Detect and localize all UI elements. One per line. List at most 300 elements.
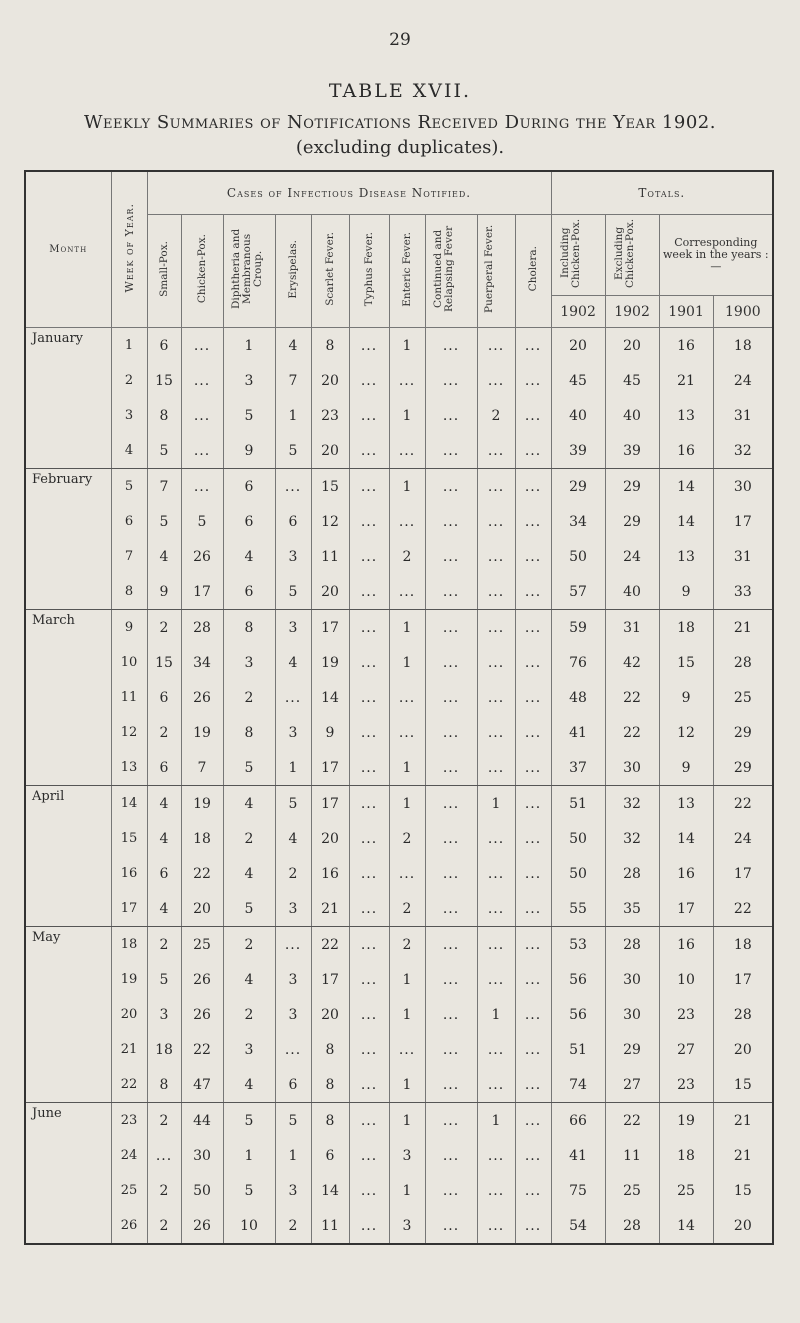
value-cell: 59	[551, 610, 605, 646]
value-cell: ...	[425, 997, 477, 1032]
value-cell: 1	[223, 1138, 275, 1173]
table-row	[25, 856, 773, 891]
value-cell: 29	[713, 715, 773, 750]
week-cell: 23	[111, 1103, 147, 1139]
value-cell: 3	[275, 891, 311, 927]
value-cell: ...	[349, 398, 389, 433]
week-cell: 2	[111, 363, 147, 398]
value-cell: 9	[659, 680, 713, 715]
value-cell: ...	[515, 1067, 551, 1103]
value-cell: 15	[659, 645, 713, 680]
value-cell: ...	[515, 1138, 551, 1173]
week-cell: 19	[111, 962, 147, 997]
value-cell: 42	[605, 645, 659, 680]
value-cell: ...	[147, 1138, 181, 1173]
value-cell: 2	[147, 927, 181, 963]
value-cell: 28	[605, 1208, 659, 1244]
value-cell: 44	[181, 1103, 223, 1139]
value-cell: 18	[181, 821, 223, 856]
table-row	[25, 504, 773, 539]
value-cell: ...	[477, 680, 515, 715]
value-cell: 29	[713, 750, 773, 786]
value-cell: ...	[349, 610, 389, 646]
value-cell: 48	[551, 680, 605, 715]
value-cell: 6	[147, 680, 181, 715]
value-cell: ...	[425, 891, 477, 927]
table-row	[25, 433, 773, 469]
value-cell: ...	[389, 856, 425, 891]
col-cholera: Cholera.	[515, 215, 551, 328]
value-cell: ...	[349, 539, 389, 574]
value-cell: ...	[515, 1032, 551, 1067]
value-cell: 2	[477, 398, 515, 433]
value-cell: ...	[515, 927, 551, 963]
table-row	[25, 680, 773, 715]
table-row	[25, 1032, 773, 1067]
value-cell: ...	[515, 469, 551, 505]
week-cell: 7	[111, 539, 147, 574]
value-cell: 18	[659, 1138, 713, 1173]
value-cell: 9	[659, 574, 713, 610]
value-cell: 4	[223, 1067, 275, 1103]
value-cell: ...	[515, 1173, 551, 1208]
value-cell: 3	[275, 539, 311, 574]
value-cell: 20	[311, 574, 349, 610]
month-cell: January	[25, 328, 111, 469]
value-cell: 4	[223, 856, 275, 891]
value-cell: 24	[713, 821, 773, 856]
value-cell: 53	[551, 927, 605, 963]
value-cell: ...	[349, 750, 389, 786]
value-cell: ...	[477, 891, 515, 927]
value-cell: 22	[181, 1032, 223, 1067]
value-cell: 21	[659, 363, 713, 398]
value-cell: 8	[311, 1067, 349, 1103]
table-row	[25, 786, 773, 822]
value-cell: 56	[551, 997, 605, 1032]
value-cell: 31	[713, 539, 773, 574]
value-cell: 4	[147, 891, 181, 927]
value-cell: 14	[311, 680, 349, 715]
col-corresponding-week: Corresponding week in the years :—	[659, 215, 773, 296]
value-cell: 45	[551, 363, 605, 398]
value-cell: ...	[515, 645, 551, 680]
value-cell: 17	[659, 891, 713, 927]
value-cell: 6	[147, 750, 181, 786]
value-cell: 3	[223, 645, 275, 680]
value-cell: 5	[147, 504, 181, 539]
value-cell: 2	[389, 927, 425, 963]
value-cell: 13	[659, 786, 713, 822]
value-cell: ...	[477, 1032, 515, 1067]
value-cell: ...	[349, 680, 389, 715]
month-cell: June	[25, 1103, 111, 1245]
value-cell: 20	[605, 328, 659, 364]
value-cell: 9	[147, 574, 181, 610]
value-cell: ...	[349, 469, 389, 505]
value-cell: ...	[477, 962, 515, 997]
value-cell: 26	[181, 1208, 223, 1244]
value-cell: 4	[147, 539, 181, 574]
value-cell: ...	[349, 328, 389, 364]
value-cell: ...	[389, 504, 425, 539]
value-cell: ...	[515, 962, 551, 997]
value-cell: ...	[515, 856, 551, 891]
value-cell: 15	[713, 1173, 773, 1208]
value-cell: 1	[389, 398, 425, 433]
value-cell: 8	[223, 715, 275, 750]
value-cell: ...	[181, 398, 223, 433]
value-cell: 22	[605, 1103, 659, 1139]
value-cell: 8	[223, 610, 275, 646]
value-cell: 6	[223, 504, 275, 539]
value-cell: 18	[147, 1032, 181, 1067]
value-cell: 5	[223, 1103, 275, 1139]
value-cell: ...	[477, 1138, 515, 1173]
value-cell: 22	[605, 715, 659, 750]
table-row	[25, 469, 773, 505]
table-subtitle: Weekly Summaries of Notifications Received During the Year 1902.	[84, 112, 716, 133]
week-header: Week of Year.	[111, 171, 147, 328]
value-cell: 15	[713, 1067, 773, 1103]
value-cell: ...	[515, 786, 551, 822]
value-cell: 28	[181, 610, 223, 646]
value-cell: 17	[311, 962, 349, 997]
value-cell: ...	[349, 962, 389, 997]
value-cell: 40	[605, 574, 659, 610]
value-cell: ...	[389, 680, 425, 715]
value-cell: ...	[425, 715, 477, 750]
col-diphtheria: Diphtheria and Membranous Croup.	[223, 215, 275, 328]
value-cell: 21	[713, 610, 773, 646]
value-cell: 35	[605, 891, 659, 927]
value-cell: 3	[275, 962, 311, 997]
week-cell: 25	[111, 1173, 147, 1208]
value-cell: ...	[425, 504, 477, 539]
value-cell: 8	[147, 1067, 181, 1103]
value-cell: 6	[223, 469, 275, 505]
value-cell: ...	[425, 962, 477, 997]
value-cell: 74	[551, 1067, 605, 1103]
value-cell: 5	[223, 891, 275, 927]
value-cell: 16	[659, 328, 713, 364]
value-cell: 22	[605, 680, 659, 715]
value-cell: ...	[425, 1067, 477, 1103]
value-cell: 9	[311, 715, 349, 750]
value-cell: 23	[311, 398, 349, 433]
value-cell: 1	[389, 328, 425, 364]
value-cell: 9	[223, 433, 275, 469]
value-cell: ...	[515, 574, 551, 610]
value-cell: 8	[311, 1032, 349, 1067]
value-cell: ...	[477, 715, 515, 750]
table-row	[25, 715, 773, 750]
value-cell: 28	[713, 645, 773, 680]
value-cell: ...	[389, 715, 425, 750]
col-erysipelas: Erysipelas.	[275, 215, 311, 328]
week-cell: 26	[111, 1208, 147, 1244]
value-cell: ...	[275, 469, 311, 505]
value-cell: 26	[181, 680, 223, 715]
value-cell: 54	[551, 1208, 605, 1244]
value-cell: 4	[223, 539, 275, 574]
value-cell: 18	[659, 610, 713, 646]
value-cell: ...	[477, 1173, 515, 1208]
value-cell: 4	[147, 821, 181, 856]
week-cell: 18	[111, 927, 147, 963]
value-cell: ...	[477, 539, 515, 574]
week-cell: 4	[111, 433, 147, 469]
col-chicken-pox: Chicken-Pox.	[181, 215, 223, 328]
value-cell: 22	[181, 856, 223, 891]
value-cell: 32	[605, 821, 659, 856]
value-cell: 1	[389, 786, 425, 822]
value-cell: ...	[349, 1032, 389, 1067]
value-cell: ...	[349, 1138, 389, 1173]
week-cell: 10	[111, 645, 147, 680]
value-cell: 14	[659, 504, 713, 539]
value-cell: 2	[147, 1208, 181, 1244]
value-cell: ...	[349, 363, 389, 398]
value-cell: 20	[181, 891, 223, 927]
table-row	[25, 645, 773, 680]
value-cell: 76	[551, 645, 605, 680]
week-cell: 8	[111, 574, 147, 610]
value-cell: 2	[275, 856, 311, 891]
value-cell: 6	[223, 574, 275, 610]
value-cell: 40	[605, 398, 659, 433]
value-cell: 1	[223, 328, 275, 364]
value-cell: ...	[515, 1208, 551, 1244]
value-cell: 14	[311, 1173, 349, 1208]
value-cell: ...	[515, 610, 551, 646]
value-cell: 25	[659, 1173, 713, 1208]
table-subtitle-note: (excluding duplicates).	[295, 137, 505, 158]
value-cell: 1	[389, 997, 425, 1032]
value-cell: 19	[181, 786, 223, 822]
value-cell: 20	[311, 821, 349, 856]
value-cell: ...	[477, 328, 515, 364]
value-cell: 25	[713, 680, 773, 715]
value-cell: 2	[147, 610, 181, 646]
value-cell: 24	[605, 539, 659, 574]
value-cell: ...	[425, 1103, 477, 1139]
value-cell: ...	[389, 433, 425, 469]
value-cell: 2	[275, 1208, 311, 1244]
week-cell: 16	[111, 856, 147, 891]
table-row	[25, 1173, 773, 1208]
value-cell: 4	[275, 328, 311, 364]
notifications-table	[24, 170, 774, 1245]
value-cell: 3	[275, 715, 311, 750]
value-cell: 5	[223, 1173, 275, 1208]
value-cell: 30	[181, 1138, 223, 1173]
value-cell: 57	[551, 574, 605, 610]
month-cell: March	[25, 610, 111, 786]
value-cell: ...	[425, 1138, 477, 1173]
value-cell: ...	[515, 398, 551, 433]
value-cell: 6	[147, 328, 181, 364]
value-cell: 14	[659, 821, 713, 856]
totals-group-header: Totals.	[551, 171, 773, 215]
value-cell: 4	[223, 786, 275, 822]
value-cell: ...	[425, 750, 477, 786]
week-cell: 22	[111, 1067, 147, 1103]
value-cell: ...	[515, 539, 551, 574]
value-cell: ...	[515, 328, 551, 364]
value-cell: ...	[515, 363, 551, 398]
table-row	[25, 997, 773, 1032]
value-cell: 47	[181, 1067, 223, 1103]
value-cell: ...	[275, 680, 311, 715]
value-cell: ...	[349, 1173, 389, 1208]
value-cell: ...	[515, 504, 551, 539]
week-cell: 5	[111, 469, 147, 505]
value-cell: 66	[551, 1103, 605, 1139]
value-cell: ...	[477, 821, 515, 856]
value-cell: 27	[605, 1067, 659, 1103]
value-cell: 2	[223, 997, 275, 1032]
value-cell: 5	[275, 574, 311, 610]
value-cell: 56	[551, 962, 605, 997]
value-cell: 14	[659, 469, 713, 505]
value-cell: 7	[147, 469, 181, 505]
value-cell: 20	[713, 1208, 773, 1244]
value-cell: ...	[425, 1208, 477, 1244]
value-cell: 37	[551, 750, 605, 786]
value-cell: 5	[275, 1103, 311, 1139]
value-cell: 3	[389, 1138, 425, 1173]
value-cell: 1	[477, 1103, 515, 1139]
value-cell: ...	[425, 610, 477, 646]
value-cell: 30	[713, 469, 773, 505]
value-cell: 25	[605, 1173, 659, 1208]
value-cell: 10	[659, 962, 713, 997]
value-cell: 10	[223, 1208, 275, 1244]
value-cell: 7	[181, 750, 223, 786]
value-cell: ...	[425, 363, 477, 398]
value-cell: 1	[275, 1138, 311, 1173]
value-cell: 41	[551, 715, 605, 750]
table-row	[25, 1067, 773, 1103]
value-cell: 17	[713, 504, 773, 539]
week-cell: 3	[111, 398, 147, 433]
table-row	[25, 927, 773, 963]
col-continued-fever: Continued and Relapsing Fever	[425, 215, 477, 328]
value-cell: 31	[605, 610, 659, 646]
value-cell: 28	[713, 997, 773, 1032]
value-cell: 4	[223, 962, 275, 997]
value-cell: ...	[349, 574, 389, 610]
value-cell: ...	[477, 1067, 515, 1103]
value-cell: 39	[551, 433, 605, 469]
value-cell: ...	[425, 539, 477, 574]
value-cell: 20	[551, 328, 605, 364]
value-cell: 3	[389, 1208, 425, 1244]
value-cell: 23	[659, 1067, 713, 1103]
value-cell: 2	[223, 680, 275, 715]
value-cell: 5	[147, 433, 181, 469]
week-cell: 14	[111, 786, 147, 822]
value-cell: ...	[425, 856, 477, 891]
value-cell: ...	[515, 997, 551, 1032]
table-row	[25, 610, 773, 646]
value-cell: 8	[147, 398, 181, 433]
col-including-chicken-pox: Including Chicken-Pox.	[551, 215, 605, 296]
month-header: Month	[25, 171, 111, 328]
value-cell: 51	[551, 786, 605, 822]
value-cell: ...	[425, 680, 477, 715]
value-cell: 8	[311, 328, 349, 364]
value-cell: 3	[275, 610, 311, 646]
value-cell: 13	[659, 398, 713, 433]
value-cell: 30	[605, 997, 659, 1032]
value-cell: 12	[311, 504, 349, 539]
value-cell: ...	[389, 363, 425, 398]
value-cell: 2	[147, 1173, 181, 1208]
value-cell: ...	[349, 504, 389, 539]
value-cell: 6	[147, 856, 181, 891]
value-cell: 1	[389, 1067, 425, 1103]
year-header: 1902	[551, 296, 605, 328]
value-cell: 16	[659, 856, 713, 891]
value-cell: ...	[181, 328, 223, 364]
value-cell: ...	[477, 469, 515, 505]
value-cell: 6	[311, 1138, 349, 1173]
week-cell: 17	[111, 891, 147, 927]
value-cell: 1	[389, 469, 425, 505]
value-cell: 1	[389, 1173, 425, 1208]
value-cell: ...	[349, 891, 389, 927]
value-cell: 2	[389, 891, 425, 927]
col-scarlet-fever: Scarlet Fever.	[311, 215, 349, 328]
value-cell: 75	[551, 1173, 605, 1208]
table-row	[25, 891, 773, 927]
value-cell: 45	[605, 363, 659, 398]
value-cell: 2	[147, 715, 181, 750]
value-cell: 2	[147, 1103, 181, 1139]
value-cell: 15	[147, 645, 181, 680]
value-cell: ...	[477, 504, 515, 539]
value-cell: ...	[477, 433, 515, 469]
value-cell: 22	[713, 891, 773, 927]
value-cell: 39	[605, 433, 659, 469]
value-cell: ...	[425, 574, 477, 610]
value-cell: ...	[515, 891, 551, 927]
week-cell: 20	[111, 997, 147, 1032]
value-cell: ...	[349, 821, 389, 856]
value-cell: 16	[659, 927, 713, 963]
value-cell: 30	[605, 750, 659, 786]
value-cell: 19	[311, 645, 349, 680]
value-cell: 16	[659, 433, 713, 469]
value-cell: ...	[181, 433, 223, 469]
value-cell: 23	[659, 997, 713, 1032]
value-cell: ...	[515, 1103, 551, 1139]
value-cell: 19	[181, 715, 223, 750]
value-cell: 33	[713, 574, 773, 610]
value-cell: 50	[551, 821, 605, 856]
value-cell: 2	[389, 539, 425, 574]
value-cell: 3	[275, 1173, 311, 1208]
value-cell: 24	[713, 363, 773, 398]
value-cell: 18	[713, 328, 773, 364]
value-cell: ...	[425, 927, 477, 963]
value-cell: 5	[275, 433, 311, 469]
value-cell: ...	[515, 821, 551, 856]
value-cell: ...	[515, 680, 551, 715]
value-cell: 51	[551, 1032, 605, 1067]
